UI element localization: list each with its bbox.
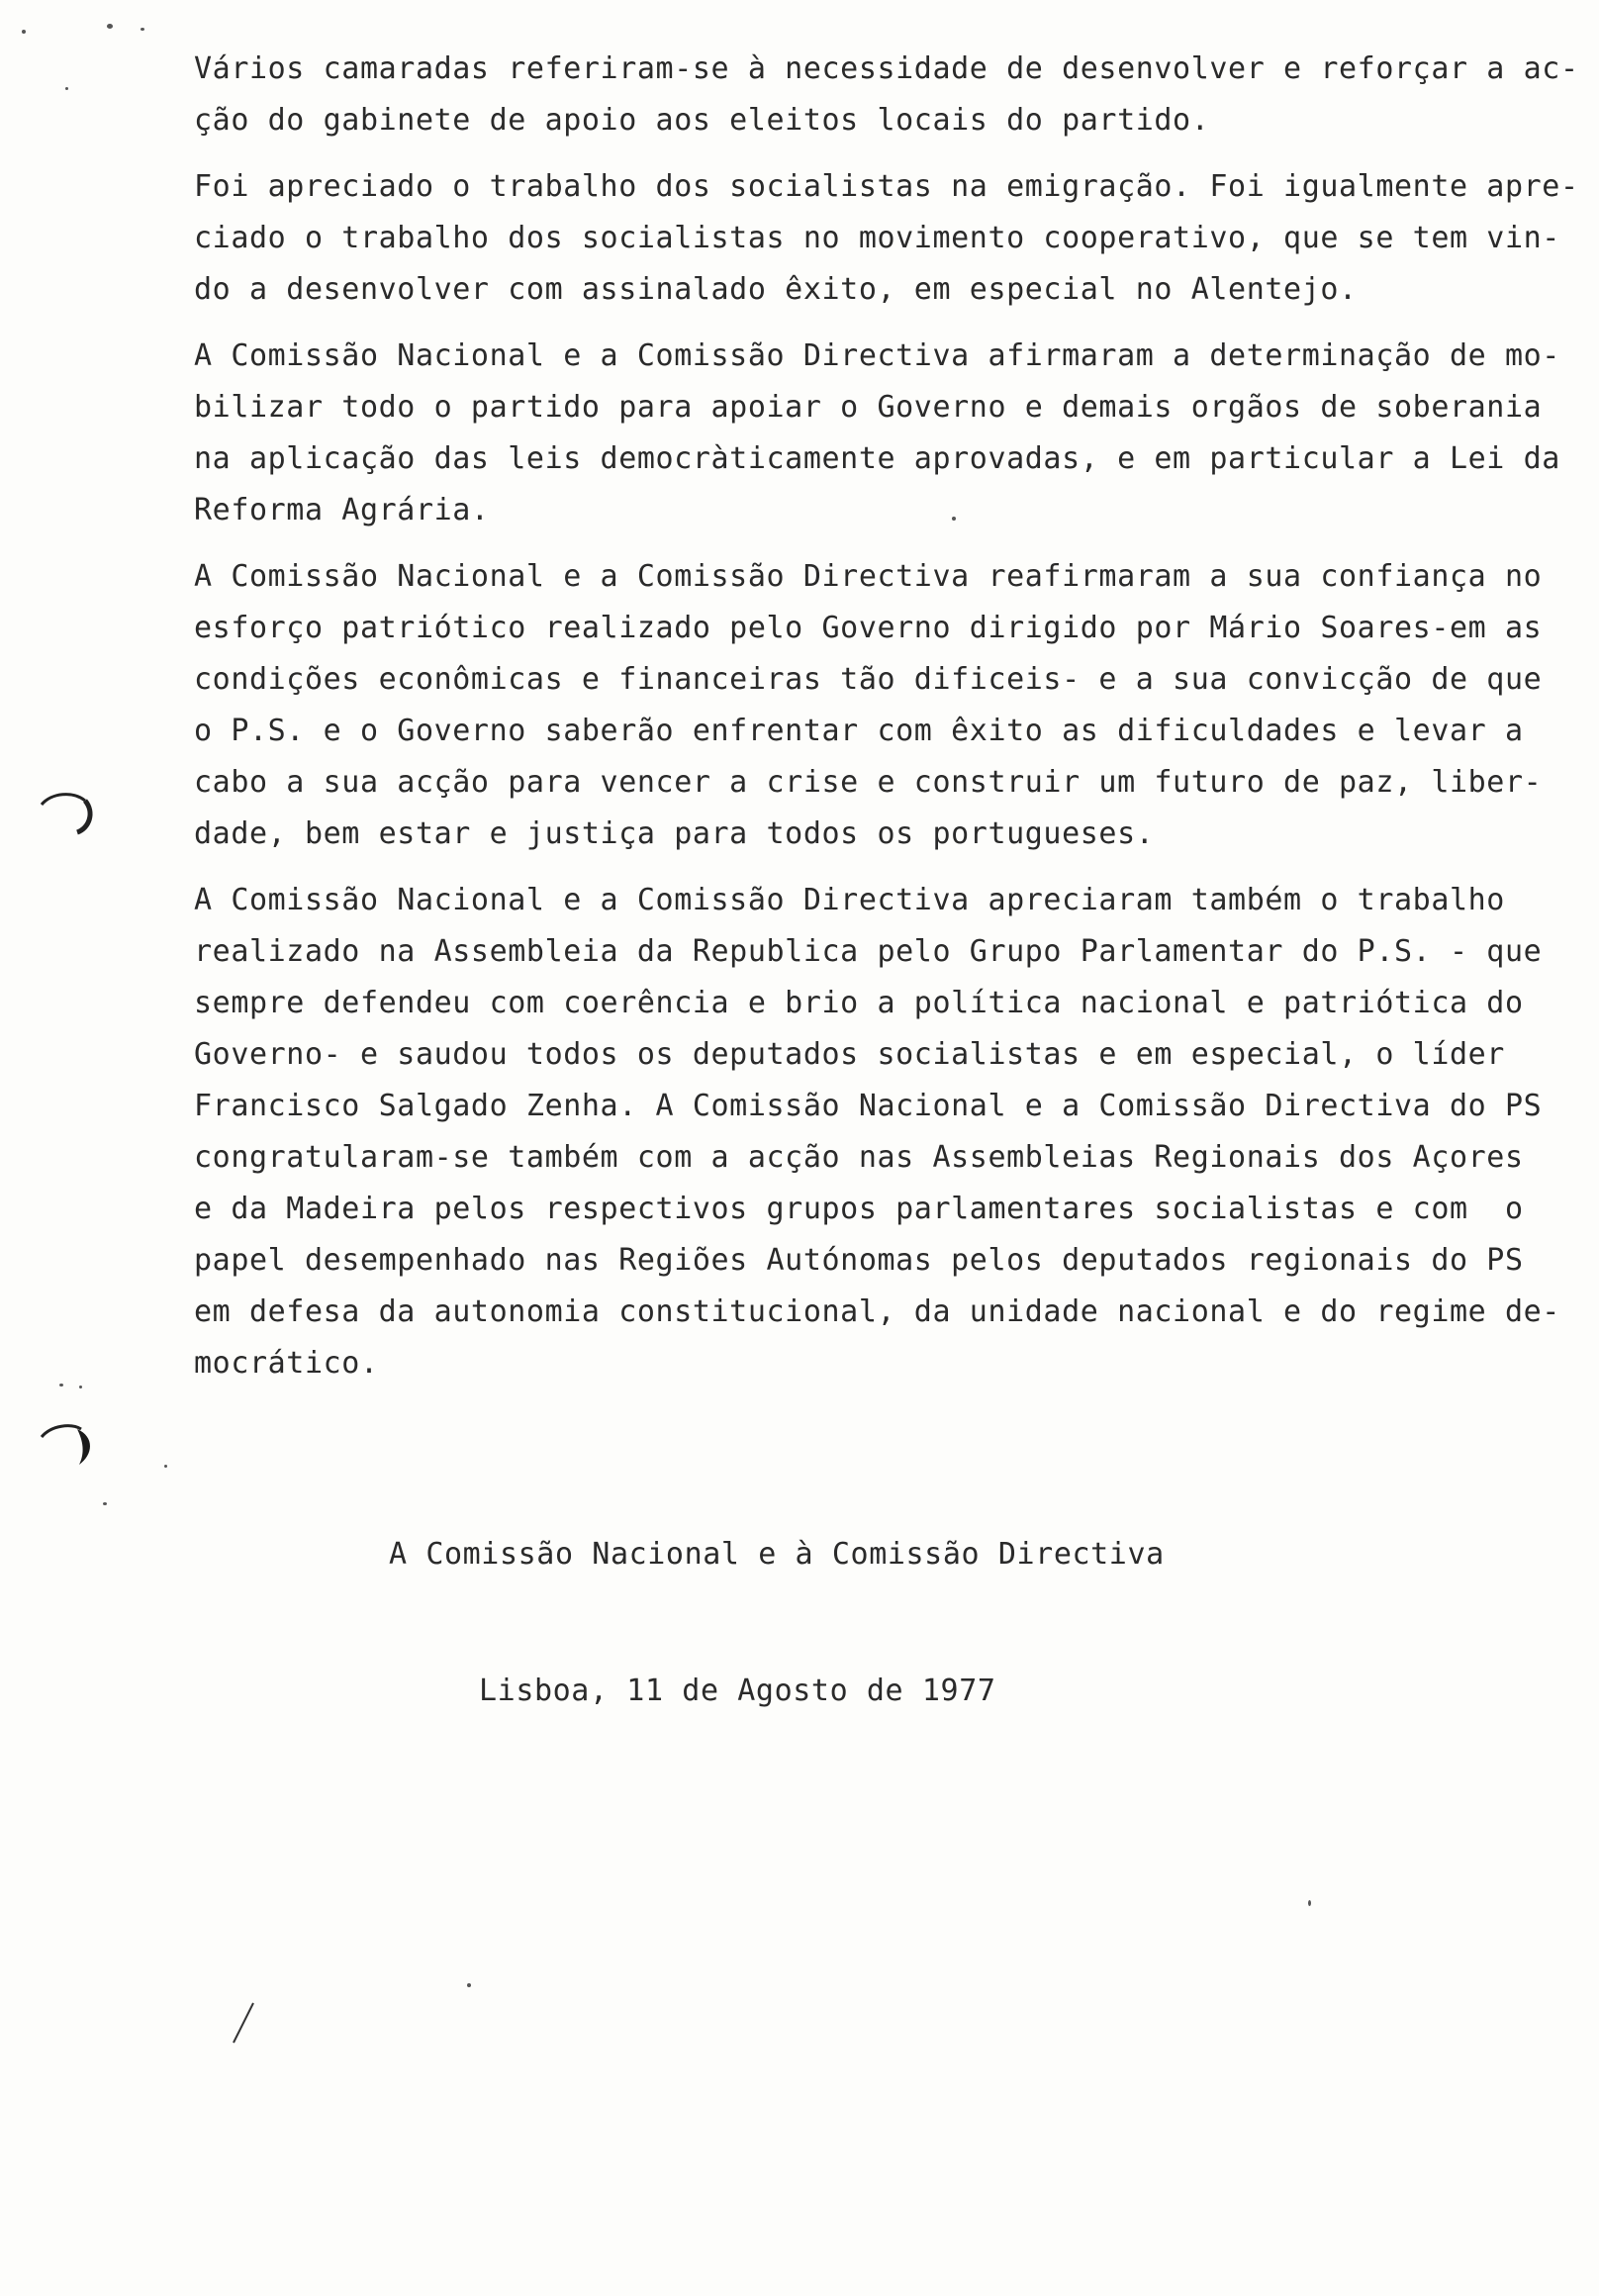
text-line: na aplicação das leis democràticamente aprovadas, e em particular a Lei da	[194, 441, 1560, 476]
pen-stroke-icon	[228, 1999, 257, 2049]
scan-speck	[467, 1983, 471, 1987]
text-line: ciado o trabalho dos socialistas no movimento cooperativo, que se tem vin-	[194, 221, 1560, 255]
text-line: Governo- e saudou todos os deputados socialistas e em especial, o líder	[194, 1037, 1505, 1072]
text-line: condições econômicas e financeiras tão dificeis- e a sua convicção de que	[194, 662, 1543, 697]
scan-speck	[141, 28, 144, 31]
scan-speck	[107, 24, 113, 29]
scan-speck	[164, 1465, 167, 1468]
text-line: esforço patriótico realizado pelo Governo dirigido por Mário Soares-em as	[194, 611, 1543, 645]
paragraph-4	[194, 551, 1559, 860]
text-line: bilizar todo o partido para apoiar o Governo e demais orgãos de soberania	[194, 390, 1543, 425]
punch-hole-icon	[38, 1419, 99, 1469]
text-line: dade, bem estar e justiça para todos os portugueses.	[194, 816, 1155, 851]
text-line: A Comissão Nacional e a Comissão Directiva reafirmaram a sua confiança no	[194, 559, 1543, 594]
paragraph-5	[194, 875, 1559, 1389]
scan-speck	[1308, 1900, 1311, 1906]
text-line: sempre defendeu com coerência e brio a política nacional e patriótica do	[194, 986, 1524, 1020]
text-line: do a desenvolver com assinalado êxito, em especial no Alentejo.	[194, 272, 1358, 307]
text-line: em defesa da autonomia constitucional, da unidade nacional e do regime de-	[194, 1294, 1560, 1329]
text-line: ção do gabinete de apoio aos eleitos locais do partido.	[194, 103, 1210, 138]
document-body	[194, 44, 1579, 1404]
punch-hole-icon	[38, 789, 99, 838]
paragraph-3	[194, 331, 1559, 536]
text-line: Francisco Salgado Zenha. A Comissão Nacional e a Comissão Directiva do PS	[194, 1089, 1543, 1123]
text-line: Vários camaradas referiram-se à necessidade de desenvolver e reforçar a ac-	[194, 51, 1579, 86]
scan-speck	[79, 1386, 82, 1388]
text-line: congratularam-se também com a acção nas Assembleias Regionais dos Açores	[194, 1140, 1524, 1175]
text-line: e da Madeira pelos respectivos grupos parlamentares socialistas e com o	[194, 1192, 1524, 1226]
text-line: realizado na Assembleia da Republica pelo Grupo Parlamentar do P.S. - que	[194, 934, 1543, 969]
scan-speck	[103, 1502, 107, 1505]
scan-speck	[59, 1384, 63, 1387]
text-line: Reforma Agrária.	[194, 493, 490, 527]
scan-speck	[65, 87, 68, 90]
signature-line: A Comissão Nacional e à Comissão Directiva	[389, 1537, 1165, 1572]
text-line: mocrático.	[194, 1346, 379, 1381]
scan-speck	[952, 517, 956, 521]
paragraph-2	[194, 161, 1579, 316]
text-line: A Comissão Nacional e a Comissão Directiva afirmaram a determinação de mo-	[194, 338, 1560, 373]
text-line: A Comissão Nacional e a Comissão Directiva apreciaram também o trabalho	[194, 883, 1505, 917]
text-line: o P.S. e o Governo saberão enfrentar com êxito as dificuldades e levar a	[194, 714, 1524, 748]
paragraph-1	[194, 44, 1579, 146]
text-line: cabo a sua acção para vencer a crise e construir um futuro de paz, liber-	[194, 765, 1543, 800]
text-line: papel desempenhado nas Regiões Autónomas pelos deputados regionais do PS	[194, 1243, 1524, 1278]
date-line: Lisboa, 11 de Agosto de 1977	[479, 1674, 996, 1708]
scan-speck	[22, 30, 26, 34]
text-line: Foi apreciado o trabalho dos socialistas na emigração. Foi igualmente apre-	[194, 169, 1579, 204]
